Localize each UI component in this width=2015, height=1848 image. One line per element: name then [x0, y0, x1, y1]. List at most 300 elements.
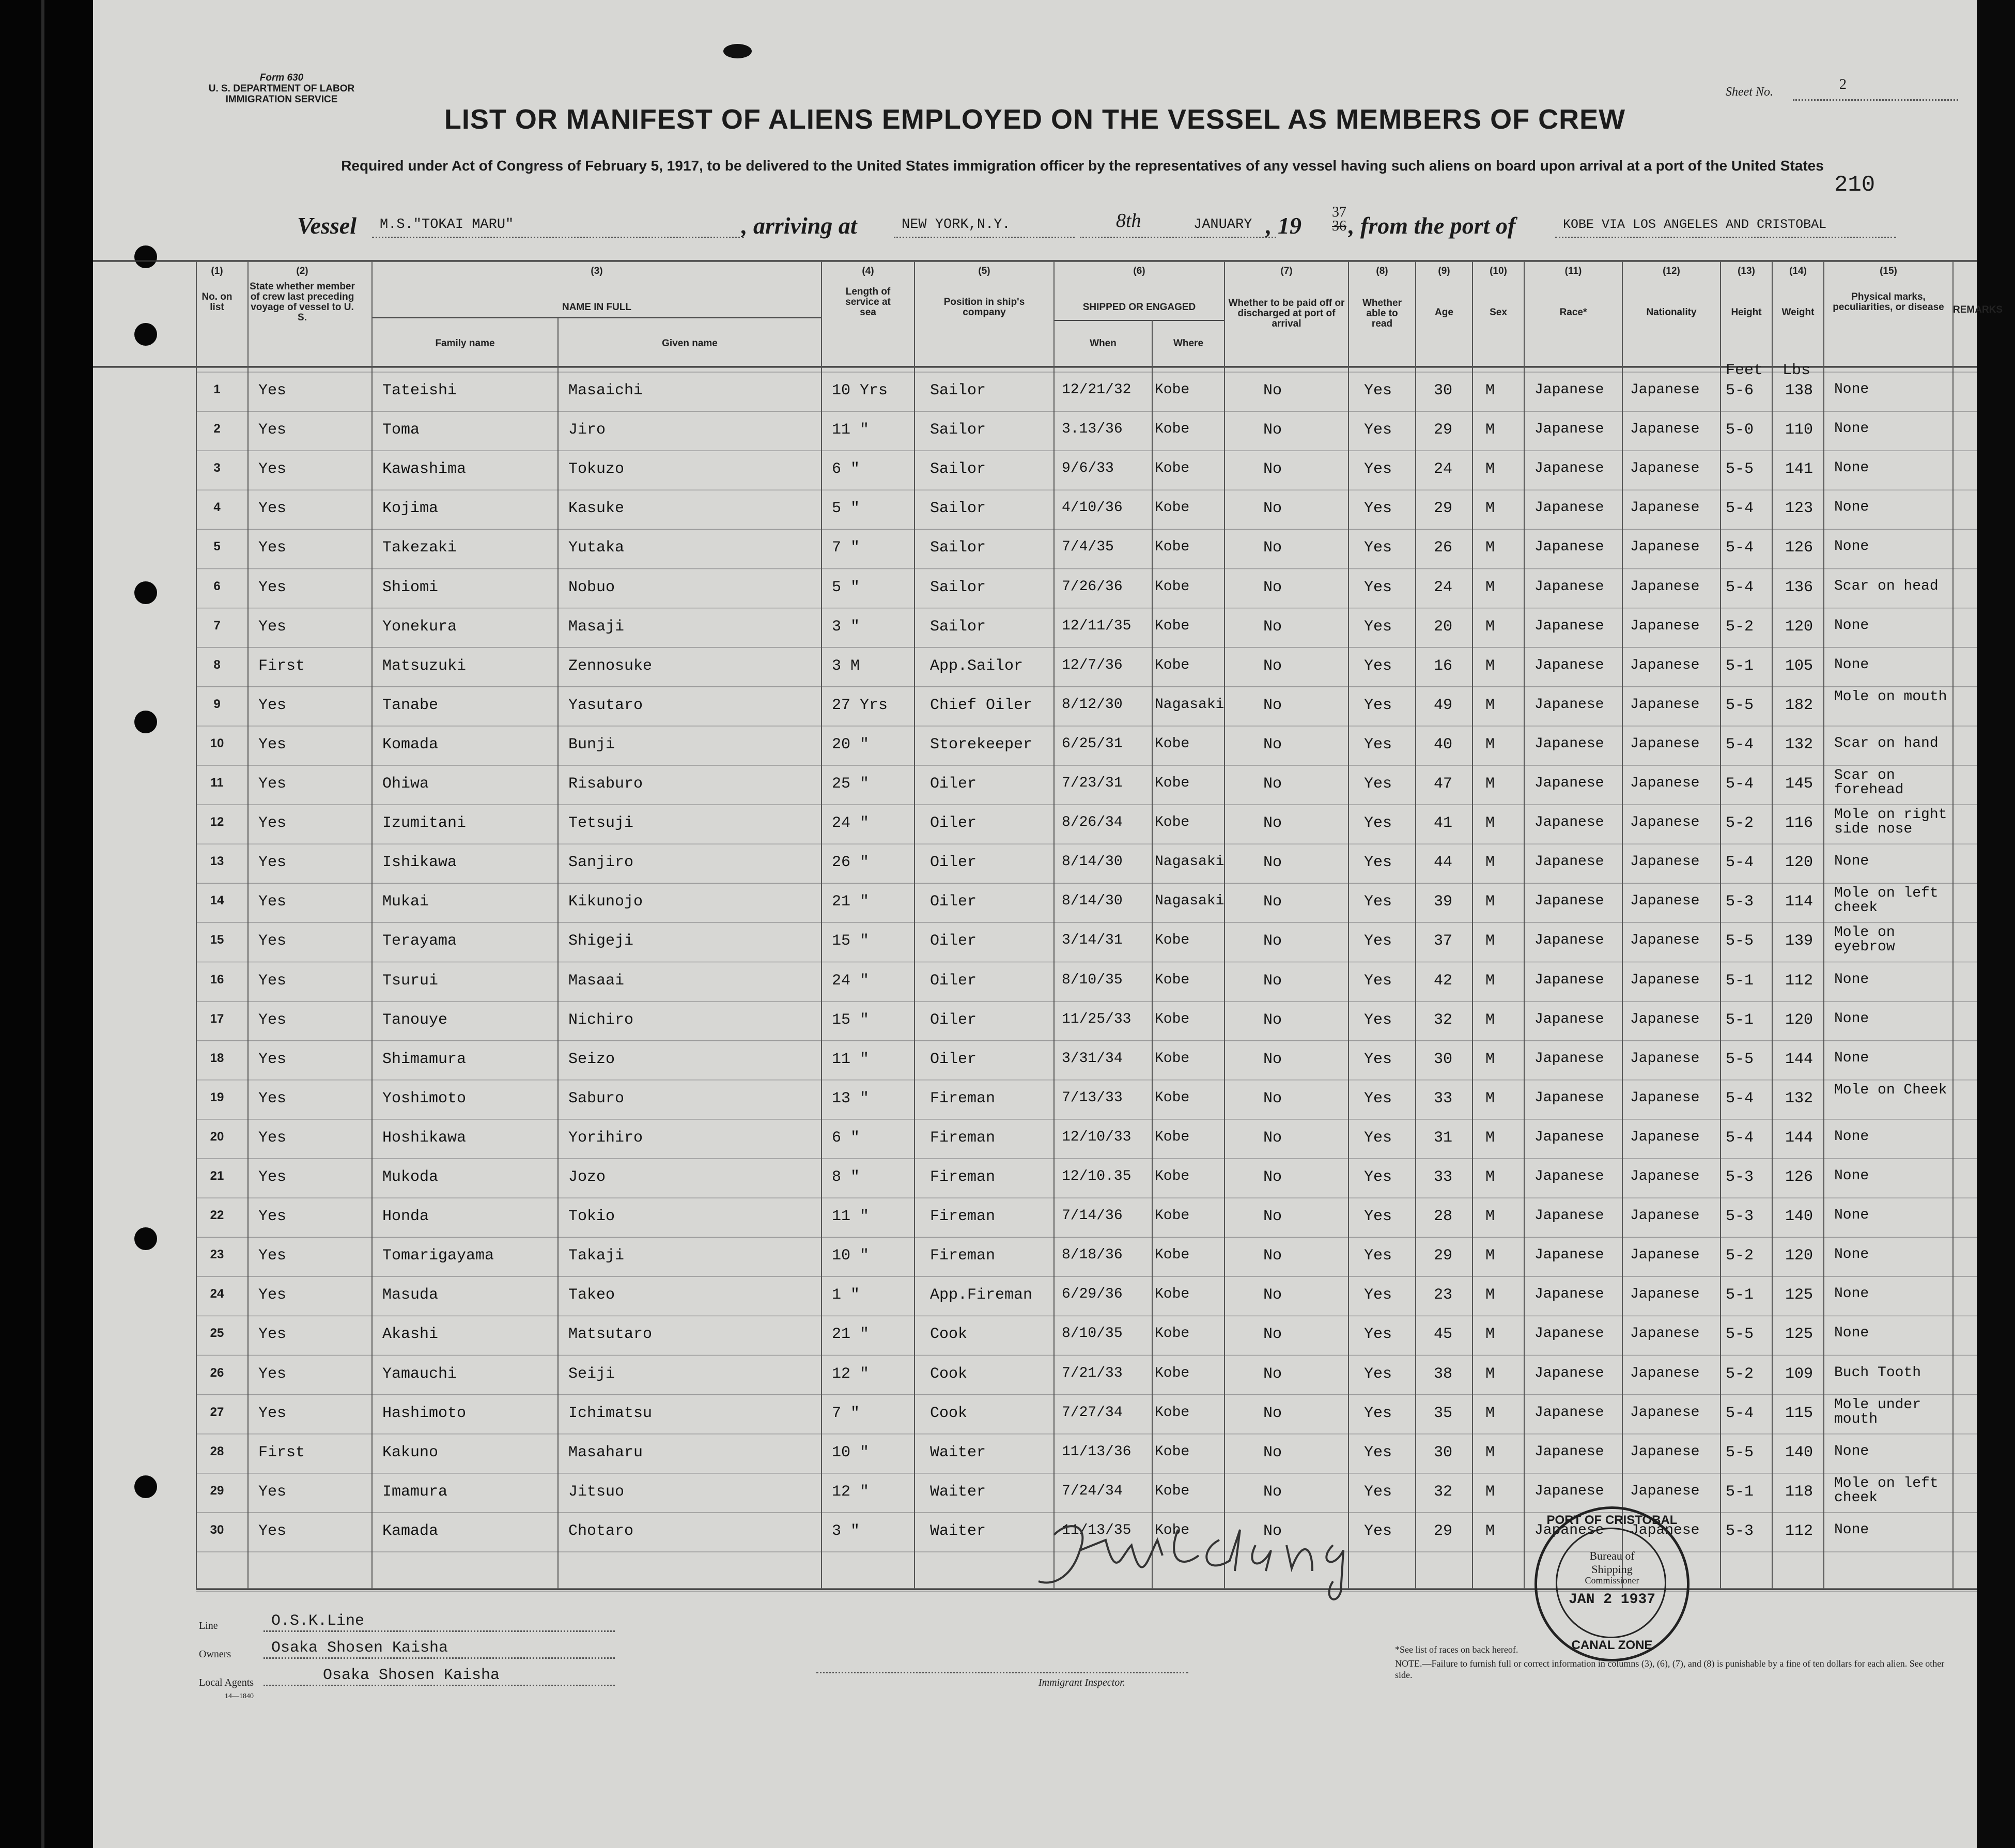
- given-name: Takaji: [568, 1247, 625, 1265]
- height: 5-1: [1726, 1286, 1754, 1304]
- length-of-service: 13 ": [832, 1089, 870, 1107]
- header-col13-label: Height: [1731, 307, 1762, 318]
- length-of-service: 15 ": [832, 932, 870, 950]
- given-name: Seizo: [568, 1050, 615, 1068]
- sex: M: [1485, 618, 1495, 636]
- height: 5-3: [1726, 893, 1754, 911]
- header-col9: [1416, 266, 1473, 318]
- position: Sailor: [930, 578, 986, 596]
- previous-voyage: Yes: [258, 893, 287, 911]
- row-number: 6: [213, 579, 221, 593]
- age: 30: [1434, 1443, 1453, 1461]
- line-value: O.S.K.Line: [271, 1612, 365, 1630]
- able-to-read: Yes: [1364, 932, 1392, 950]
- nationality: Japanese: [1630, 1326, 1700, 1342]
- given-name: Shigeji: [568, 932, 634, 950]
- paid-off: No: [1263, 1326, 1282, 1344]
- family-name: Shiomi: [382, 578, 439, 596]
- race: Japanese: [1535, 775, 1604, 791]
- row-number: 3: [213, 461, 221, 475]
- height: 5-1: [1726, 972, 1754, 990]
- previous-voyage: Yes: [258, 1365, 287, 1383]
- race: Japanese: [1535, 814, 1604, 831]
- given-name: Yorihiro: [568, 1129, 643, 1147]
- previous-voyage: Yes: [258, 1129, 287, 1147]
- length-of-service: 8 ": [832, 1168, 860, 1186]
- family-name: Tanabe: [382, 696, 439, 714]
- paid-off: No: [1263, 1483, 1282, 1501]
- position: Oiler: [930, 972, 977, 990]
- previous-voyage: Yes: [258, 814, 287, 833]
- weight: 114: [1785, 893, 1814, 911]
- row-number: 23: [210, 1248, 224, 1262]
- family-name: Imamura: [382, 1483, 448, 1501]
- shipped-when: 4/10/36: [1062, 500, 1123, 516]
- header-col9-label: Age: [1435, 307, 1453, 318]
- row-number: 16: [210, 972, 224, 987]
- given-name: Ichimatsu: [568, 1404, 653, 1422]
- given-name: Chotaro: [568, 1522, 634, 1540]
- shipped-where: Kobe: [1155, 775, 1190, 791]
- age: 49: [1434, 696, 1453, 714]
- given-name: Tetsuji: [568, 814, 634, 833]
- race: Japanese: [1535, 1443, 1604, 1460]
- nationality: Japanese: [1630, 1208, 1700, 1224]
- sex: M: [1485, 1247, 1495, 1265]
- given-name: Nobuo: [568, 578, 615, 596]
- race: Japanese: [1535, 972, 1604, 988]
- weight: 140: [1785, 1443, 1814, 1461]
- page-number: 210: [1834, 172, 1876, 198]
- physical-marks: None: [1834, 421, 1869, 437]
- header-col2: [248, 266, 357, 323]
- header-col7: [1225, 266, 1349, 329]
- shipped-when: 8/14/30: [1062, 854, 1123, 870]
- position: Fireman: [930, 1089, 996, 1107]
- height: 5-4: [1726, 735, 1754, 753]
- shipped-when: 7/24/34: [1062, 1483, 1123, 1499]
- shipped-when: 12/7/36: [1062, 657, 1123, 673]
- previous-voyage: Yes: [258, 775, 287, 793]
- row-number: 15: [210, 933, 224, 947]
- age: 39: [1434, 893, 1453, 911]
- weight: 132: [1785, 735, 1814, 753]
- row-number: 11: [210, 776, 224, 790]
- row-number: 14: [210, 894, 224, 908]
- arriving-port: NEW YORK,N.Y.: [902, 217, 1011, 233]
- position: Sailor: [930, 382, 986, 399]
- weight: 120: [1785, 1247, 1814, 1265]
- weight: 123: [1785, 500, 1814, 518]
- length-of-service: 3 M: [832, 657, 860, 675]
- shipped-when: 7/23/31: [1062, 775, 1123, 791]
- age: 20: [1434, 618, 1453, 636]
- given-name: Sanjiro: [568, 854, 634, 872]
- weight: 109: [1785, 1365, 1814, 1383]
- physical-marks: Mole on left cheek: [1834, 1475, 1939, 1506]
- previous-voyage: Yes: [258, 1326, 287, 1344]
- race: Japanese: [1535, 1168, 1604, 1184]
- shipped-where: Kobe: [1155, 932, 1190, 949]
- given-name: Zennosuke: [568, 657, 653, 675]
- age: 32: [1434, 1011, 1453, 1029]
- family-name: Tomarigayama: [382, 1247, 494, 1265]
- paid-off: No: [1263, 1011, 1282, 1029]
- previous-voyage: Yes: [258, 382, 287, 399]
- length-of-service: 27 Yrs: [832, 696, 888, 714]
- position: Cook: [930, 1365, 968, 1383]
- weight: 125: [1785, 1326, 1814, 1344]
- agents-underline: [264, 1685, 615, 1686]
- race: Japanese: [1535, 735, 1604, 752]
- sex: M: [1485, 382, 1495, 399]
- physical-marks: None: [1834, 460, 1869, 476]
- shipped-where: Kobe: [1155, 1247, 1190, 1264]
- height: 5-4: [1726, 1404, 1754, 1422]
- header-col10: [1473, 266, 1524, 318]
- race: Japanese: [1535, 500, 1604, 516]
- height: 5-4: [1726, 539, 1754, 557]
- previous-voyage: Yes: [258, 1483, 287, 1501]
- weight: 112: [1785, 972, 1814, 990]
- sex: M: [1485, 460, 1495, 479]
- shipped-where: Nagasaki: [1155, 696, 1225, 713]
- position: Sailor: [930, 460, 986, 479]
- weight: 125: [1785, 1286, 1814, 1304]
- position: Cook: [930, 1404, 968, 1422]
- nationality: Japanese: [1630, 657, 1700, 673]
- able-to-read: Yes: [1364, 1443, 1392, 1461]
- header-col5-label: Position in ship's company: [943, 297, 1025, 318]
- physical-marks: Mole on mouth: [1834, 688, 1947, 705]
- from-port: KOBE VIA LOS ANGELES AND CRISTOBAL: [1563, 217, 1827, 232]
- row-number: 21: [210, 1169, 224, 1183]
- row-number: 24: [210, 1287, 224, 1301]
- manifest-sheet: [93, 0, 2003, 1848]
- nationality: Japanese: [1630, 932, 1700, 949]
- height: 5-3: [1726, 1208, 1754, 1226]
- previous-voyage: Yes: [258, 1089, 287, 1107]
- header-col9-num: (9): [1438, 266, 1450, 276]
- vessel-name: M.S."TOKAI MARU": [380, 217, 514, 233]
- weight: 138: [1785, 382, 1814, 399]
- length-of-service: 21 ": [832, 893, 870, 911]
- page-subtitle: Required under Act of Congress of February 5, 1917, to be delivered to the United States immigration officer by the representatives of any vessel having such aliens on board upon arrival at a port of the United States: [341, 158, 1824, 174]
- family-name: Ishikawa: [382, 854, 457, 872]
- weight: 141: [1785, 460, 1814, 479]
- able-to-read: Yes: [1364, 1483, 1392, 1501]
- length-of-service: 15 ": [832, 1011, 870, 1029]
- shipped-where: Kobe: [1155, 539, 1190, 556]
- able-to-read: Yes: [1364, 618, 1392, 636]
- header-col12: [1622, 266, 1721, 318]
- sex: M: [1485, 1129, 1495, 1147]
- paid-off: No: [1263, 657, 1282, 675]
- family-name: Yamauchi: [382, 1365, 457, 1383]
- shipped-where: Nagasaki: [1155, 893, 1225, 910]
- page-title: LIST OR MANIFEST OF ALIENS EMPLOYED ON THE VESSEL AS MEMBERS OF CREW: [444, 104, 1626, 135]
- length-of-service: 21 ": [832, 1326, 870, 1344]
- race: Japanese: [1535, 421, 1604, 438]
- header-col11: [1524, 266, 1622, 318]
- height: 5-4: [1726, 854, 1754, 872]
- previous-voyage: Yes: [258, 460, 287, 479]
- header-col6: [1054, 266, 1225, 313]
- row-number: 17: [210, 1011, 224, 1026]
- weight-unit: Lbs: [1783, 362, 1811, 379]
- row-number: 7: [213, 618, 221, 633]
- shipped-where: Kobe: [1155, 1365, 1190, 1381]
- nationality: Japanese: [1630, 1286, 1700, 1303]
- arrival-month: JANUARY: [1194, 217, 1252, 233]
- shipped-when: 7/4/35: [1062, 539, 1114, 556]
- weight: 110: [1785, 421, 1814, 439]
- physical-marks: None: [1834, 853, 1869, 870]
- physical-marks: None: [1834, 538, 1869, 555]
- weight: 140: [1785, 1208, 1814, 1226]
- height: 5-1: [1726, 1011, 1754, 1029]
- weight: 145: [1785, 775, 1814, 793]
- sex: M: [1485, 1483, 1495, 1501]
- arrival-day: 8th: [1116, 210, 1141, 232]
- header-col5-num: (5): [978, 266, 990, 276]
- row-number: 1: [213, 382, 221, 396]
- position: Fireman: [930, 1208, 996, 1226]
- physical-marks: None: [1834, 1207, 1869, 1224]
- shipped-where: Kobe: [1155, 1286, 1190, 1303]
- height: 5-2: [1726, 1365, 1754, 1383]
- weight: 136: [1785, 578, 1814, 596]
- header-col1-num: (1): [211, 266, 223, 276]
- header-col1-label: No. on list: [202, 291, 233, 313]
- length-of-service: 5 ": [832, 578, 860, 596]
- length-of-service: 7 ": [832, 539, 860, 557]
- header-col8: [1349, 266, 1416, 329]
- previous-voyage: Yes: [258, 421, 287, 439]
- service-name: IMMIGRATION SERVICE: [225, 94, 338, 105]
- row-number: 2: [213, 422, 221, 436]
- paid-off: No: [1263, 972, 1282, 990]
- family-name: Hoshikawa: [382, 1129, 467, 1147]
- shipped-when: 8/12/30: [1062, 696, 1123, 713]
- sex: M: [1485, 500, 1495, 518]
- sex: M: [1485, 735, 1495, 753]
- shipped-when: 6/29/36: [1062, 1286, 1123, 1303]
- nationality: Japanese: [1630, 578, 1700, 595]
- length-of-service: 10 ": [832, 1247, 870, 1265]
- shipped-where: Kobe: [1155, 460, 1190, 477]
- sex: M: [1485, 1404, 1495, 1422]
- row-number: 18: [210, 1051, 224, 1065]
- agents-label: Local Agents: [199, 1677, 254, 1688]
- row-number: 29: [210, 1483, 224, 1498]
- age: 40: [1434, 735, 1453, 753]
- header-col13-num: (13): [1738, 266, 1755, 276]
- family-name: Tanouye: [382, 1011, 448, 1029]
- length-of-service: 5 ": [832, 500, 860, 518]
- race: Japanese: [1535, 657, 1604, 673]
- paid-off: No: [1263, 1168, 1282, 1186]
- family-name: Komada: [382, 735, 439, 753]
- previous-voyage: Yes: [258, 1050, 287, 1068]
- shipped-when: 3.13/36: [1062, 421, 1123, 438]
- nationality: Japanese: [1630, 1050, 1700, 1067]
- able-to-read: Yes: [1364, 1326, 1392, 1344]
- physical-marks: Buch Tooth: [1834, 1364, 1921, 1381]
- length-of-service: 10 ": [832, 1443, 870, 1461]
- family-name: Kawashima: [382, 460, 467, 479]
- race: Japanese: [1535, 1326, 1604, 1342]
- physical-marks: None: [1834, 1246, 1869, 1263]
- age: 30: [1434, 382, 1453, 399]
- row-number: 26: [210, 1365, 224, 1380]
- paid-off: No: [1263, 1443, 1282, 1461]
- able-to-read: Yes: [1364, 539, 1392, 557]
- race: Japanese: [1535, 1050, 1604, 1067]
- shipped-when: 3/14/31: [1062, 932, 1123, 949]
- weight: 132: [1785, 1089, 1814, 1107]
- line-underline: [264, 1630, 615, 1632]
- previous-voyage: Yes: [258, 972, 287, 990]
- able-to-read: Yes: [1364, 657, 1392, 675]
- given-name: Tokuzo: [568, 460, 625, 479]
- position: Oiler: [930, 854, 977, 872]
- inspector-line: [816, 1672, 1188, 1673]
- family-name: Tateishi: [382, 382, 457, 399]
- height: 5-5: [1726, 460, 1754, 479]
- physical-marks: Mole on right side nose: [1834, 807, 1947, 838]
- physical-marks: Scar on hand: [1834, 735, 1939, 751]
- position: Oiler: [930, 775, 977, 793]
- age: 35: [1434, 1404, 1453, 1422]
- row-number: 22: [210, 1208, 224, 1223]
- year-struck: 36: [1332, 218, 1346, 234]
- nationality: Japanese: [1630, 972, 1700, 988]
- shipped-where: Kobe: [1155, 1011, 1190, 1027]
- vessel-label: Vessel: [297, 212, 357, 239]
- age: 29: [1434, 500, 1453, 518]
- sex: M: [1485, 1089, 1495, 1107]
- shipped-where: Kobe: [1155, 1168, 1190, 1184]
- shipped-where: Kobe: [1155, 1089, 1190, 1106]
- age: 30: [1434, 1050, 1453, 1068]
- paid-off: No: [1263, 382, 1282, 399]
- header-col3-num: (3): [591, 266, 603, 276]
- race: Japanese: [1535, 1365, 1604, 1381]
- position: Cook: [930, 1326, 968, 1344]
- nationality: Japanese: [1630, 1522, 1700, 1538]
- shipped-where: Kobe: [1155, 1483, 1190, 1499]
- age: 24: [1434, 460, 1453, 479]
- age: 33: [1434, 1168, 1453, 1186]
- given-name: Saburo: [568, 1089, 625, 1107]
- agents-value: Osaka Shosen Kaisha: [323, 1667, 500, 1684]
- stamp-date: JAN 2 1937: [1568, 1592, 1656, 1608]
- year-label: , 19: [1266, 212, 1301, 239]
- height: 5-1: [1726, 1483, 1754, 1501]
- position: Oiler: [930, 1050, 977, 1068]
- previous-voyage: Yes: [258, 1208, 287, 1226]
- paid-off: No: [1263, 618, 1282, 636]
- paid-off: No: [1263, 775, 1282, 793]
- stamp-center-3: Commissioner: [1585, 1575, 1639, 1585]
- binding-strip: [0, 0, 93, 1848]
- height-unit: Feet: [1726, 362, 1763, 379]
- race: Japanese: [1535, 1208, 1604, 1224]
- previous-voyage: Yes: [258, 735, 287, 753]
- shipped-where: Kobe: [1155, 657, 1190, 673]
- shipped-when: 7/26/36: [1062, 578, 1123, 595]
- previous-voyage: Yes: [258, 696, 287, 714]
- family-name: Masuda: [382, 1286, 439, 1304]
- given-name: Jitsuo: [568, 1483, 625, 1501]
- sheet-number: 2: [1839, 76, 1847, 93]
- header-when: When: [1090, 338, 1117, 349]
- height: 5-0: [1726, 421, 1754, 439]
- header-col3: [372, 266, 822, 313]
- length-of-service: 11 ": [832, 1208, 870, 1226]
- physical-marks: None: [1834, 617, 1869, 634]
- age: 29: [1434, 1247, 1453, 1265]
- given-name: Takeo: [568, 1286, 615, 1304]
- shipped-when: 6/25/31: [1062, 735, 1123, 752]
- shipped-when: 8/26/34: [1062, 814, 1123, 831]
- position: Oiler: [930, 893, 977, 911]
- given-name: Masaichi: [568, 382, 643, 399]
- nationality: Japanese: [1630, 1129, 1700, 1145]
- header-col14: [1772, 266, 1824, 318]
- header-col5: [915, 266, 1054, 318]
- given-name: Jiro: [568, 421, 606, 439]
- length-of-service: 6 ": [832, 1129, 860, 1147]
- nationality: Japanese: [1630, 735, 1700, 752]
- nationality: Japanese: [1630, 500, 1700, 516]
- shipped-where: Kobe: [1155, 421, 1190, 438]
- shipped-when: 8/10/35: [1062, 972, 1123, 988]
- row-number: 13: [210, 854, 224, 869]
- header-col2-num: (2): [296, 266, 308, 276]
- header-col3-label: NAME IN FULL: [562, 302, 632, 313]
- paid-off: No: [1263, 696, 1282, 714]
- races-note: *See list of races on back hereof.: [1395, 1644, 1518, 1655]
- header-given-name: Given name: [662, 338, 718, 349]
- race: Japanese: [1535, 1247, 1604, 1264]
- length-of-service: 11 ": [832, 421, 870, 439]
- physical-marks: Mole on eyebrow: [1834, 925, 1895, 956]
- paid-off: No: [1263, 1050, 1282, 1068]
- age: 28: [1434, 1208, 1453, 1226]
- header-col15: [1824, 266, 1953, 313]
- header-col12-label: Nationality: [1646, 307, 1697, 318]
- length-of-service: 24 ": [832, 814, 870, 833]
- able-to-read: Yes: [1364, 1089, 1392, 1107]
- row-number: 12: [210, 815, 224, 829]
- race: Japanese: [1535, 1129, 1604, 1145]
- sex: M: [1485, 932, 1495, 950]
- sheet-label: Sheet No.: [1726, 85, 1773, 99]
- paid-off: No: [1263, 1089, 1282, 1107]
- inspector-signature: [1023, 1509, 1395, 1612]
- race: Japanese: [1535, 1404, 1604, 1421]
- age: 45: [1434, 1326, 1453, 1344]
- length-of-service: 11 ": [832, 1050, 870, 1068]
- position: App.Fireman: [930, 1286, 1033, 1304]
- shipped-when: 9/6/33: [1062, 460, 1114, 477]
- age: 31: [1434, 1129, 1453, 1147]
- position: Waiter: [930, 1522, 986, 1540]
- race: Japanese: [1535, 1089, 1604, 1106]
- nationality: Japanese: [1630, 1011, 1700, 1027]
